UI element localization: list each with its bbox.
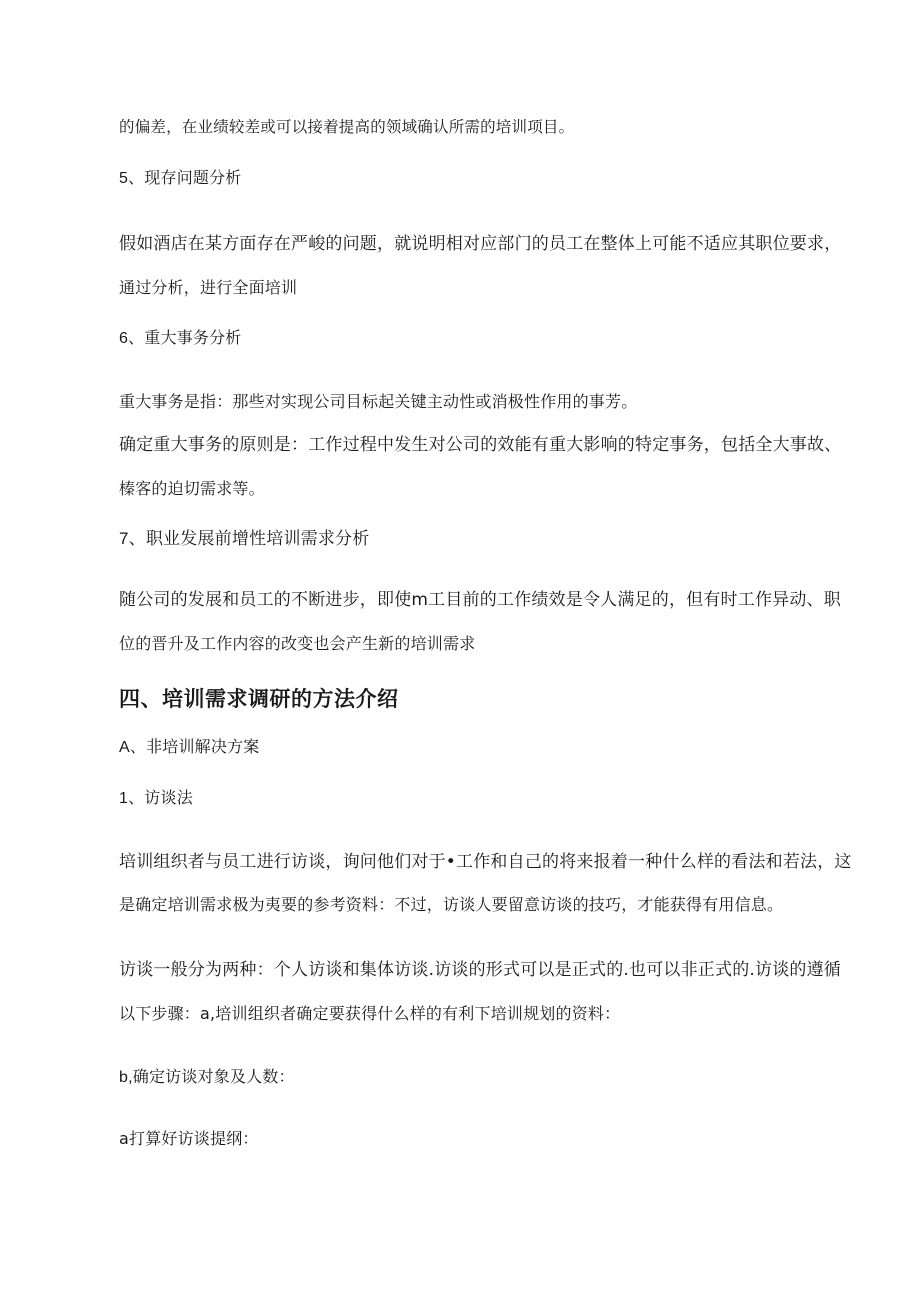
section-heading-7: 7、职业发展前增性培训需求分析: [119, 529, 370, 548]
paragraph-line: 的偏差，在业绩较差或可以接着提高的领域确认所需的培训项目。: [119, 118, 575, 136]
paragraph-line: 通过分析，进行全面培训: [119, 278, 298, 297]
subsection-heading-a: A、非培训解决方案: [119, 739, 260, 756]
paragraph-line: 随公司的发展和员工的不断进步，即使m工目前的工作绩效是令人满足的，但有时工作异动、职: [119, 590, 841, 610]
subsection-heading-1: 1、访谈法: [119, 790, 193, 807]
paragraph-line: 重大事务是指：那些对实现公司目标起关键主动性或消极性作用的事芳。: [119, 392, 638, 411]
paragraph-line: 确定重大事务的原则是：工作过程中发生对公司的效能有重大影响的特定事务，包括全大事故、: [119, 435, 842, 455]
paragraph-line: 访谈一般分为两种：个人访谈和集体访谈.访谈的形式可以是正式的.也可以非正式的.访谈的遵循: [119, 960, 842, 980]
step-line-c: a打算好访谈提纲：: [119, 1129, 259, 1148]
section-heading-5: 5、现存问题分析: [119, 170, 242, 187]
step-line-b: b,确定访谈对象及人数：: [119, 1069, 295, 1086]
paragraph-line: 培训组织者与员工进行访谈，询问他们对于•工作和自己的将来报着一种什么样的看法和若法，这: [119, 852, 852, 872]
paragraph-line: 以下步骤：a,培训组织者确定要获得什么样的有利下培训规划的资料：: [119, 1004, 621, 1023]
section-heading-6: 6、重大事务分析: [119, 330, 242, 347]
paragraph-line: 榛客的迫切需求等。: [119, 479, 265, 498]
paragraph-line: 假如酒店在某方面存在严峻的问题，就说明相对应部门的员工在整体上可能不适应其职位要求，: [119, 234, 842, 254]
chapter-heading: 四、培训需求调研的方法介绍: [119, 687, 399, 711]
paragraph-line: 位的晋升及工作内容的改变也会产生新的培训需求: [119, 634, 476, 653]
paragraph-line: 是确定培训需求极为夷要的参考资料：不过，访谈人要留意访谈的技巧，才能获得有用信息。: [119, 895, 784, 914]
